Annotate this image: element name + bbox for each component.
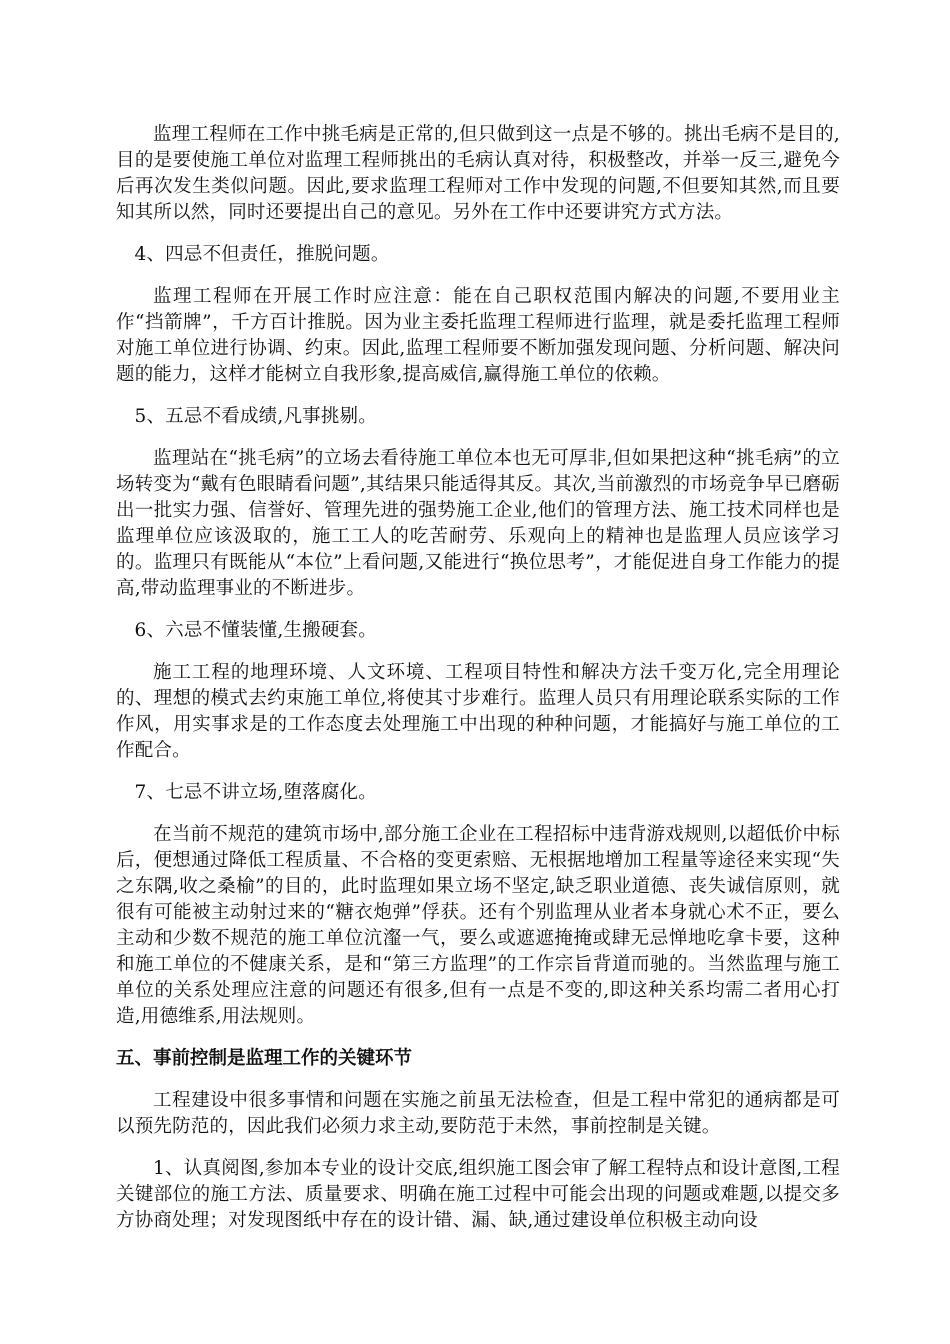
body-paragraph: 在当前不规范的建筑市场中,部分施工企业在工程招标中违背游戏规则,以超低价中标后，便想通过降低工程质量、不合格的变更索赔、无根据地增加工程量等途径来实现“失之东隅,收之桑榆”的目的，此时监理如果立场不坚定,缺乏职业道德、丧失诚信原则，就很有可能被主动射过来的“糖衣炮弹”俘获。还有个别监理从业者本身就心术不正，要么主动和少数不规范的施工单位沆瀣一气，要么或遮遮掩掩或肆无忌惮地吃拿卡要，这种和施工单位的不健康关系，是和“第三方监理”的工作宗旨背道而驰的。当然监理与施工单位的关系处理应注意的问题还有很多,但有一点是不变的,即这种关系均需二者用心打造,用德维系,用法规则。 bbox=[116, 824, 840, 1027]
body-paragraph: 监理站在“挑毛病”的立场去看待施工单位本也无可厚非,但如果把这种“挑毛病”的立场转变为“戴有色眼睛看问题”,其结果只能适得其反。其次,当前激烈的市场竞争早已磨砺出一批实力强、信誉好、管理先进的强势施工企业,他们的管理方法、施工技术同样也是监理单位应该汲取的，施工工人的吃苦耐劳、乐观向上的精神也是监理人员应该学习的。监理只有既能从“本位”上看问题,又能进行“换位思考”，才能促进自身工作能力的提高,带动监理事业的不断进步。 bbox=[116, 448, 840, 599]
list-item-heading: 5、五忌不看成绩,凡事挑剔。 bbox=[134, 406, 377, 427]
list-item-heading: 6、六忌不懂装懂,生搬硬套。 bbox=[134, 620, 377, 641]
body-paragraph: 施工工程的地理环境、人文环境、工程项目特性和解决方法千变万化,完全用理论的、理想的模式去约束施工单位,将使其寸步难行。监理人员只有用理论联系实际的工作作风，用实事求是的工作态度去处理施工中出现的种种问题，才能搞好与施工单位的工作配合。 bbox=[116, 662, 840, 761]
body-paragraph: 1、认真阅图,参加本专业的设计交底,组织施工图会审了解工程特点和设计意图,工程关键部位的施工方法、质量要求、明确在施工过程中可能会出现的问题或难题,以提交多方协商处理；对发现图纸中存在的设计错、漏、缺,通过建设单位积极主动向设 bbox=[116, 1158, 840, 1231]
list-item-heading: 4、四忌不但责任，推脱问题。 bbox=[134, 244, 390, 265]
body-paragraph: 工程建设中很多事情和问题在实施之前虽无法检查，但是工程中常犯的通病都是可以预先防范的，因此我们必须力求主动,要防范于未然，事前控制是关键。 bbox=[116, 1090, 840, 1137]
body-paragraph: 监理工程师在开展工作时应注意：能在自己职权范围内解决的问题,不要用业主作“挡箭牌”，千方百计推脱。因为业主委托监理工程师进行监理，就是委托监理工程师对施工单位进行协调、约束。因此,监理工程师要不断加强发现问题、分析问题、解决问题的能力，这样才能树立自我形象,提高威信,赢得施工单位的依赖。 bbox=[116, 286, 841, 385]
document-page bbox=[116, 122, 840, 1250]
list-item-heading: 7、七忌不讲立场,堕落腐化。 bbox=[134, 782, 377, 803]
section-heading: 五、事前控制是监理工作的关键环节 bbox=[116, 1048, 413, 1069]
body-paragraph: 监理工程师在工作中挑毛病是正常的,但只做到这一点是不够的。挑出毛病不是目的,目的是要使施工单位对监理工程师挑出的毛病认真对待，积极整改，并举一反三,避免今后再次发生类似问题。因此,要求监理工程师对工作中发现的问题,不但要知其然,而且要知其所以然，同时还要提出自己的意见。另外在工作中还要讲究方式方法。 bbox=[116, 124, 840, 223]
